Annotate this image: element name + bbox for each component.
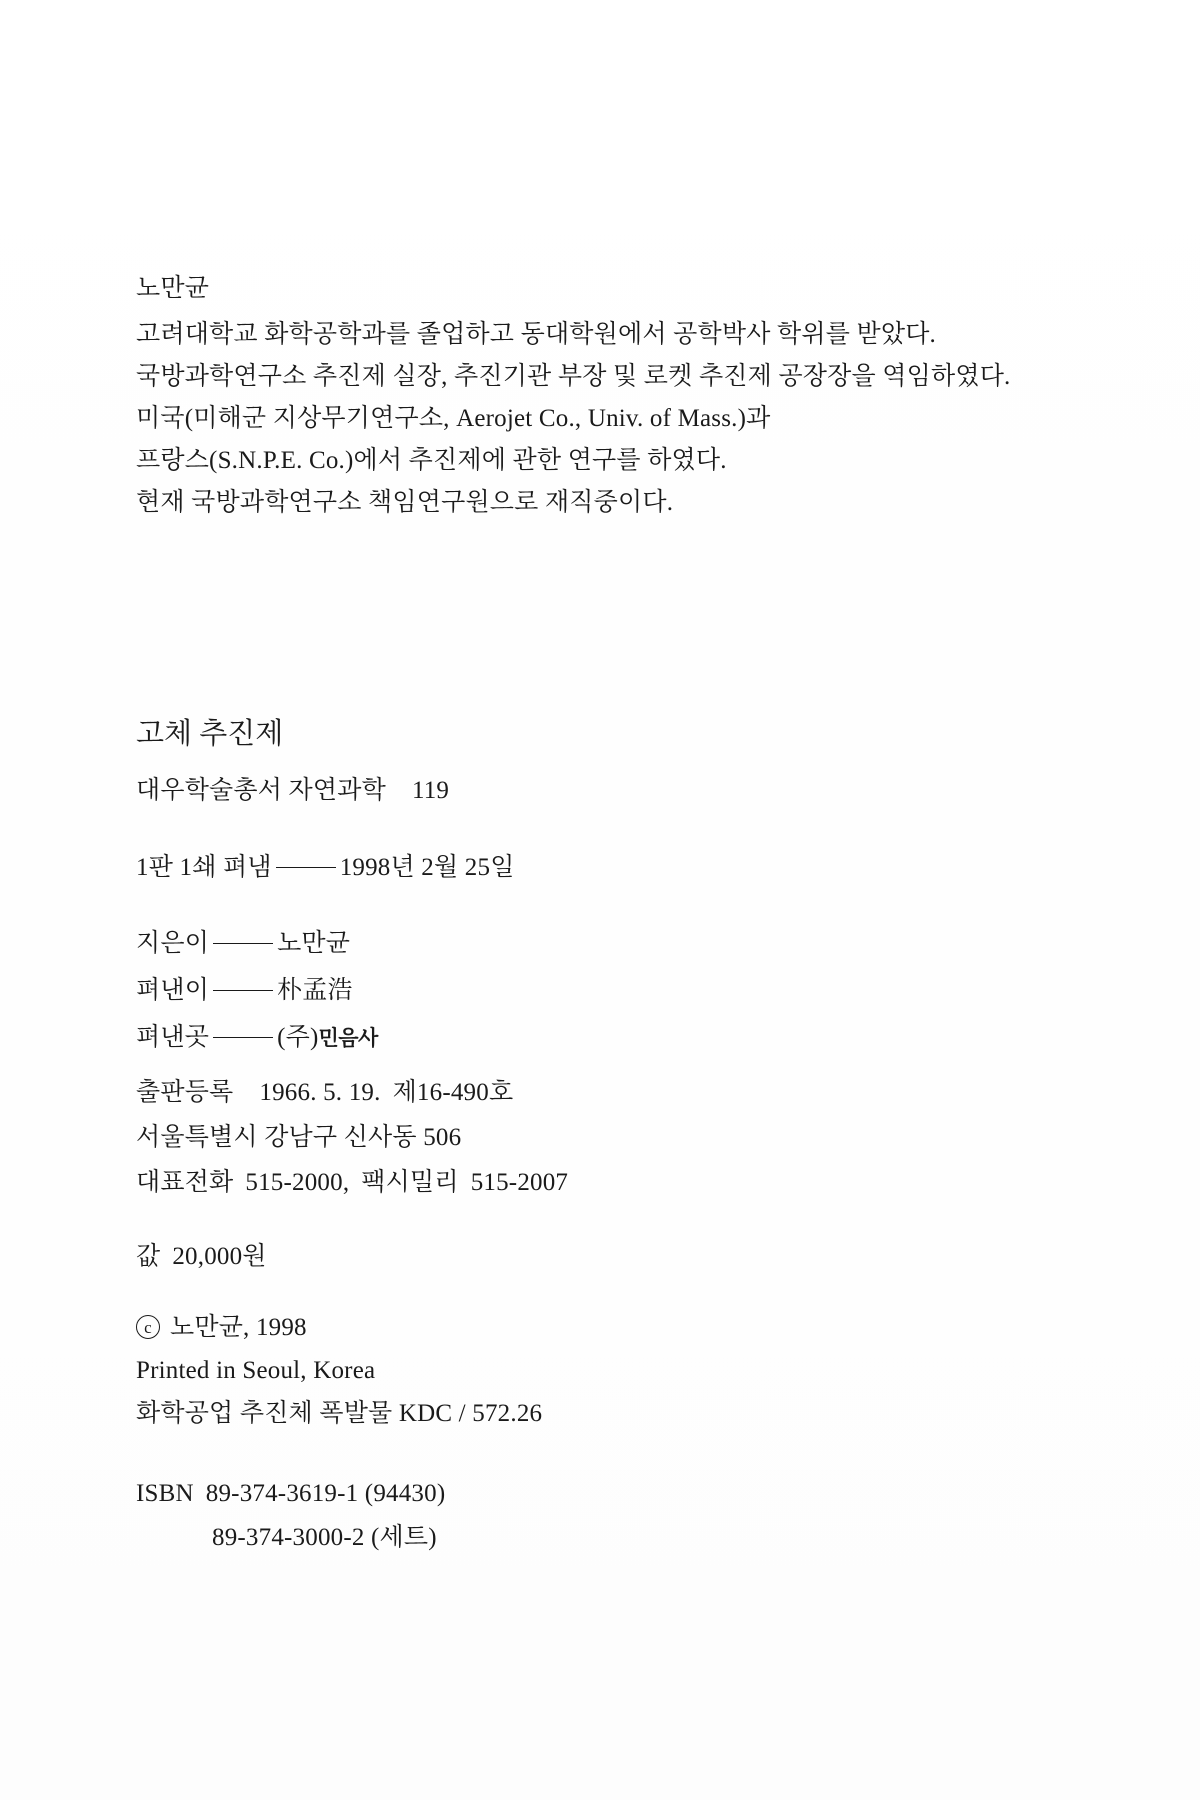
edition-date: 1998년 2월 25일 (339, 854, 515, 881)
price-label: 값 (136, 1243, 161, 1270)
credits (136, 920, 1140, 1062)
credit-publisher-prefix: (주) (277, 1024, 319, 1051)
fax-number: 515-2007 (470, 1169, 569, 1196)
author-bio (136, 268, 1140, 524)
registration-number: 제16-490호 (392, 1079, 514, 1106)
bio-line: 현재 국방과학연구소 책임연구원으로 재직중이다. (136, 489, 674, 516)
copyright-holder: 노만균, 1998 (170, 1314, 307, 1341)
price-line (136, 1236, 1140, 1278)
credit-publisher-label: 펴낸곳 (136, 1024, 210, 1051)
author-name: 노만균 (136, 275, 210, 302)
credit-publisher-line (136, 1014, 1140, 1062)
registration-line (136, 1070, 1140, 1115)
bio-line: 고려대학교 화학공학과를 졸업하고 동대학원에서 공학박사 학위를 받았다. (136, 321, 937, 348)
dash-separator (213, 990, 273, 991)
credit-publisher-person-label: 펴낸이 (136, 977, 210, 1004)
address-line: 서울특별시 강남구 신사동 506 (136, 1124, 462, 1151)
classification-line: 화학공업 추진체 폭발물 KDC / 572.26 (136, 1400, 543, 1427)
book-title: 고체 추진제 (136, 718, 284, 750)
phone-number: 515-2000, (245, 1169, 350, 1196)
credit-author-line (136, 920, 1140, 967)
printed-in-line: Printed in Seoul, Korea (136, 1357, 376, 1384)
dash-separator (213, 943, 273, 944)
credit-publisher-person-line (136, 967, 1140, 1014)
copyright-line (136, 1306, 1140, 1349)
series-line (136, 770, 1140, 812)
phone-line (136, 1160, 1140, 1205)
dash-separator (276, 867, 336, 868)
isbn-number: 89-374-3619-1 (94430) (205, 1480, 446, 1507)
credit-author-value: 노만균 (277, 930, 351, 957)
fax-label: 팩시밀리 (361, 1169, 459, 1196)
phone-label: 대표전화 (136, 1169, 234, 1196)
price-value: 20,000원 (172, 1243, 267, 1270)
credit-publisher-person-value: 朴孟浩 (277, 977, 353, 1004)
registration-date: 1966. 5. 19. (259, 1079, 381, 1106)
isbn-label: ISBN (136, 1480, 194, 1507)
edition-label: 1판 1쇄 펴냄 (136, 854, 272, 881)
copyright-block (136, 1306, 1140, 1435)
isbn-block (136, 1472, 1140, 1560)
bio-line: 국방과학연구소 추진제 실장, 추진기관 부장 및 로켓 추진제 공장장을 역임하였다. (136, 363, 1011, 390)
credit-author-label: 지은이 (136, 930, 210, 957)
series-name: 대우학술총서 자연과학 (136, 777, 386, 804)
isbn-set-line: 89-374-3000-2 (세트) (212, 1524, 437, 1551)
bio-line: 미국(미해군 지상무기연구소, Aerojet Co., Univ. of Mass.)과 (136, 405, 771, 432)
isbn-line (136, 1472, 1140, 1516)
edition-line (136, 847, 1140, 889)
registration-label: 출판등록 (136, 1079, 234, 1106)
registration-info (136, 1070, 1140, 1205)
publisher-logo: 민음사 (318, 1026, 378, 1050)
dash-separator (213, 1037, 273, 1038)
series-number: 119 (411, 777, 450, 804)
bio-line: 프랑스(S.N.P.E. Co.)에서 추진제에 관한 연구를 하였다. (136, 447, 727, 474)
copyright-icon: c (136, 1315, 160, 1339)
